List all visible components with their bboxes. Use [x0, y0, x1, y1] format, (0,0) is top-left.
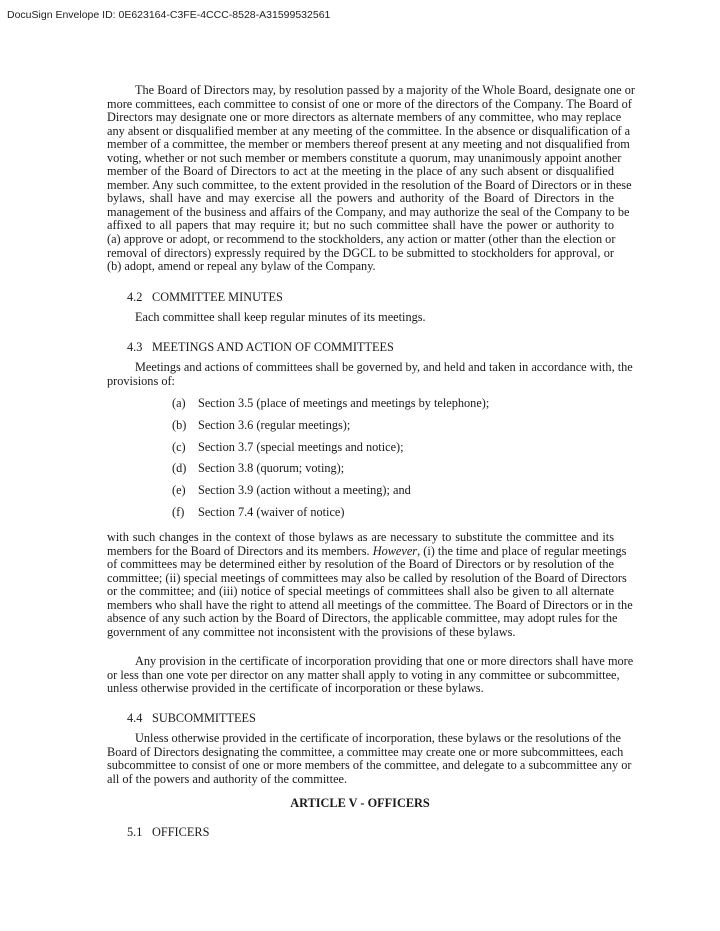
text-line: subcommittee to consist of one or more members of the committee, and delegate to a subcommittee any or — [107, 758, 632, 773]
text-line: Meetings and actions of committees shall be governed by, and held and taken in accordance with, the — [135, 360, 633, 374]
list-item-label: (e) — [172, 483, 186, 498]
paragraph-minutes — [107, 311, 614, 325]
list-item-text: Section 3.8 (quorum; voting); — [198, 461, 345, 476]
text-line: member. Any such committee, to the extent provided in the resolution of the Board of Directors or in these — [107, 177, 632, 192]
list-item — [172, 440, 404, 454]
article-heading: ARTICLE V - OFFICERS — [290, 796, 430, 810]
text-line: voting, whether or not such member or members constitute a quorum, may unanimously appoint another — [107, 150, 622, 165]
paragraph-subcommittees — [107, 731, 632, 786]
section-heading-4-2 — [127, 290, 283, 304]
text-line: with such changes in the context of those bylaws as are necessary to substitute the committee and its — [107, 530, 614, 544]
list-item-label: (d) — [172, 461, 187, 476]
text-line: removal of directors) expressly required by the DGCL to be submitted to stockholders for approval, or — [107, 245, 614, 260]
text-line: Board of Directors designating the committee, a committee may create one or more subcommittees, each — [107, 744, 624, 759]
text-line: Any provision in the certificate of incorporation providing that one or more directors shall have more — [135, 654, 634, 668]
text-line: all of the powers and authority of the committee. — [107, 771, 348, 786]
text-line: (b) adopt, amend or repeal any bylaw of the Company. — [107, 259, 376, 274]
text-line: committee; (ii) special meetings of committees may also be called by resolution of the Board of Directors — [107, 570, 627, 585]
paragraph-provision — [107, 654, 634, 696]
list-item — [172, 505, 345, 519]
section-number: 4.4 — [127, 711, 143, 725]
list-item-text: Section 3.9 (action without a meeting); and — [198, 483, 411, 498]
text-line: provisions of: — [107, 373, 175, 388]
paragraph-committees — [107, 83, 635, 274]
text-line: bylaws, shall have and may exercise all the powers and authority of the Board of Directors in the — [107, 191, 614, 206]
paragraph-changes — [107, 530, 633, 639]
text-line: member of the Board of Directors to act at the meeting in the place of any such absent or disqualified — [107, 164, 614, 179]
text-line: Unless otherwise provided in the certificate of incorporation, these bylaws or the resolutions of the — [135, 731, 621, 745]
text-line — [107, 543, 627, 559]
emphasis-text: However — [372, 543, 418, 558]
section-title: SUBCOMMITTEES — [152, 711, 256, 725]
list-item — [172, 396, 489, 410]
docusign-envelope-id: DocuSign Envelope ID: 0E623164-C3FE-4CCC-8528-A31599532561 — [7, 9, 331, 21]
text-line: affixed to all papers that may require it; but no such committee shall have the power or authority to — [107, 218, 614, 233]
section-title: MEETINGS AND ACTION OF COMMITTEES — [152, 340, 394, 354]
list-item-label: (f) — [172, 505, 185, 519]
list-item — [172, 461, 344, 475]
list-item-text: Section 3.7 (special meetings and notice); — [198, 439, 404, 454]
list-item-text: Section 3.6 (regular meetings); — [198, 417, 351, 432]
text-line: members who shall have the right to attend all meetings of the committee. The Board of Directors or in the — [107, 597, 633, 612]
text-line: or less than one vote per director on any matter shall apply to voting in any committee or subcommittee, — [107, 667, 620, 682]
text-line: member of a committee, the member or members thereof present at any meeting and not disqualified from — [107, 137, 630, 152]
text-line: absence of any such action by the Board of Directors, the applicable committee, may adopt rules for the — [107, 611, 618, 626]
text-line: unless otherwise provided in the certificate of incorporation or these bylaws. — [107, 681, 484, 696]
section-title: OFFICERS — [152, 825, 210, 839]
text-line: management of the business and affairs of the Company, and may authorize the seal of the Company to be — [107, 204, 630, 219]
list-item-label: (b) — [172, 417, 187, 432]
text-line: (a) approve or adopt, or recommend to the stockholders, any action or matter (other than the election or — [107, 232, 616, 247]
section-number: 4.3 — [127, 340, 143, 354]
paragraph-meetings-intro — [107, 360, 633, 388]
text-line: Each committee shall keep regular minutes of its meetings. — [135, 310, 426, 324]
list-item-label: (a) — [172, 396, 186, 410]
text-line: any absent or disqualified member at any meeting of the committee. In the absence or disqualification of a — [107, 123, 631, 138]
text-line: Directors may designate one or more directors as alternate members of any committee, who may replace — [107, 110, 622, 125]
list-item — [172, 483, 411, 497]
text-segment: , (i) the time and place of regular meetings — [417, 543, 627, 558]
text-line: more committees, each committee to consist of one or more of the directors of the Company. The Board of — [107, 96, 632, 111]
section-heading-4-4 — [127, 711, 256, 725]
text-line: The Board of Directors may, by resolution passed by a majority of the Whole Board, designate one or — [135, 83, 635, 97]
section-heading-5-1 — [127, 825, 209, 839]
list-item-text: Section 3.5 (place of meetings and meetings by telephone); — [198, 396, 490, 410]
section-number: 4.2 — [127, 290, 143, 304]
list-item-text: Section 7.4 (waiver of notice) — [198, 505, 345, 519]
text-line: government of any committee not inconsistent with the provisions of these bylaws. — [107, 624, 516, 639]
section-title: COMMITTEE MINUTES — [152, 290, 283, 304]
section-number: 5.1 — [127, 825, 143, 839]
text-segment: members for the Board of Directors and its members. — [107, 543, 373, 558]
list-item-label: (c) — [172, 439, 186, 454]
text-line: of committees may be determined either by resolution of the Board of Directors or by resolution of the — [107, 557, 614, 572]
text-line: or the committee; and (iii) notice of special meetings of committees shall also be given to all alternate — [107, 584, 614, 599]
list-item — [172, 418, 350, 432]
section-heading-4-3 — [127, 340, 394, 354]
